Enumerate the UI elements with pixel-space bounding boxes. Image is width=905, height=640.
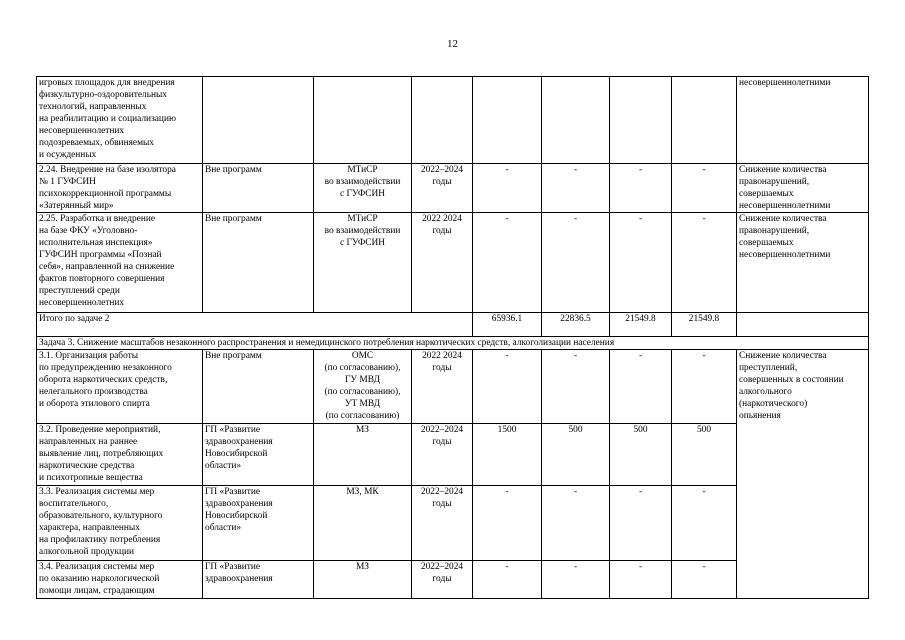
- value-cell: [473, 77, 542, 164]
- value-cell: -: [542, 561, 610, 599]
- value-cell: -: [610, 350, 672, 424]
- value-cell: -: [672, 350, 737, 424]
- value-cell: -: [672, 561, 737, 599]
- executor-cell: ОМС (по согласованию), ГУ МВД (по согласованию), УТ МВД (по согласованию): [314, 350, 412, 424]
- value-cell: -: [473, 213, 542, 313]
- value-cell: 1500: [473, 424, 542, 486]
- page-number: 12: [447, 38, 458, 50]
- value-cell: [672, 77, 737, 164]
- value-cell: 500: [672, 424, 737, 486]
- value-cell: -: [672, 164, 737, 213]
- program-cell: [203, 77, 314, 164]
- value-cell: 500: [610, 424, 672, 486]
- activity-cell: 3.4. Реализация системы мер по оказанию наркологической помощи лицам, страдающим: [37, 561, 203, 599]
- result-cell: несовершеннолетними: [737, 77, 869, 164]
- executor-cell: МТиСР во взаимодействии с ГУФСИН: [314, 213, 412, 313]
- value-cell: -: [610, 213, 672, 313]
- total-value: 21549.8: [672, 313, 737, 337]
- value-cell: -: [610, 561, 672, 599]
- period-cell: [412, 77, 473, 164]
- period-cell: 2022–2024 годы: [412, 486, 473, 561]
- activity-cell: игровых площадок для внедрения физкультурно-оздоровительных технологий, направленных на реабилитацию и социализацию несовершеннолетних подозреваемых, обвиняемых и осужденных: [37, 77, 203, 164]
- result-cell: Снижение количества преступлений, совершенных в состоянии алкогольного (наркотического) опьянения: [737, 350, 869, 599]
- executor-cell: МЗ: [314, 561, 412, 599]
- task-header: Задача 3. Снижение масштабов незаконного распространения и немедицинского потребления наркотических средств, алкоголизации населения: [37, 337, 869, 350]
- total-result: [737, 313, 869, 337]
- task-header-row: [37, 337, 869, 350]
- measures-table: [36, 76, 869, 599]
- table-row: [37, 213, 869, 313]
- value-cell: [542, 77, 610, 164]
- total-row: [37, 313, 869, 337]
- value-cell: -: [473, 561, 542, 599]
- program-cell: Вне программ: [203, 350, 314, 424]
- executor-cell: МЗ, МК: [314, 486, 412, 561]
- activity-cell: 3.2. Проведение мероприятий, направленных на раннее выявление лиц, потребляющих наркотические средства и психотропные вещества: [37, 424, 203, 486]
- value-cell: [610, 77, 672, 164]
- activity-cell: 3.3. Реализация системы мер воспитательного, образовательного, культурного характера, направленных на профилактику потребления алкогольной продукции: [37, 486, 203, 561]
- result-cell: Снижение количества правонарушений, совершаемых несовершеннолетними: [737, 164, 869, 213]
- total-value: 21549.8: [610, 313, 672, 337]
- executor-cell: МЗ: [314, 424, 412, 486]
- value-cell: -: [672, 213, 737, 313]
- value-cell: -: [542, 164, 610, 213]
- table-row: [37, 164, 869, 213]
- table-row: [37, 77, 869, 164]
- program-cell: Вне программ: [203, 164, 314, 213]
- value-cell: -: [610, 486, 672, 561]
- executor-cell: МТиСР во взаимодействии с ГУФСИН: [314, 164, 412, 213]
- activity-cell: 2.24. Внедрение на базе изолятора № 1 ГУФСИН психокоррекционной программы «Затерянный мир»: [37, 164, 203, 213]
- value-cell: -: [542, 350, 610, 424]
- period-cell: 2022–2024 годы: [412, 424, 473, 486]
- value-cell: -: [473, 350, 542, 424]
- value-cell: -: [473, 486, 542, 561]
- activity-cell: 3.1. Организация работы по предупреждению незаконного оборота наркотических средств, нелегального производства и оборота этилового спирта: [37, 350, 203, 424]
- executor-cell: [314, 77, 412, 164]
- period-cell: 2022 2024 годы: [412, 350, 473, 424]
- value-cell: -: [672, 486, 737, 561]
- activity-cell: 2.25. Разработка и внедрение на базе ФКУ «Уголовно- исполнительная инспекция» ГУФСИН программы «Познай себя», направленной на снижение фактов повторного совершения преступлений среди несовершеннолетних: [37, 213, 203, 313]
- value-cell: -: [542, 213, 610, 313]
- period-cell: 2022–2024 годы: [412, 164, 473, 213]
- total-label: Итого по задаче 2: [37, 313, 473, 337]
- value-cell: 500: [542, 424, 610, 486]
- value-cell: -: [542, 486, 610, 561]
- table-row: [37, 350, 869, 424]
- result-cell: Снижение количества правонарушений, совершаемых несовершеннолетними: [737, 213, 869, 313]
- value-cell: -: [473, 164, 542, 213]
- total-value: 65936.1: [473, 313, 542, 337]
- program-cell: Вне программ: [203, 213, 314, 313]
- period-cell: 2022 2024 годы: [412, 213, 473, 313]
- value-cell: -: [610, 164, 672, 213]
- program-cell: ГП «Развитие здравоохранения: [203, 561, 314, 599]
- program-cell: ГП «Развитие здравоохранения Новосибирской области»: [203, 424, 314, 486]
- program-cell: ГП «Развитие здравоохранения Новосибирской области»: [203, 486, 314, 561]
- period-cell: 2022–2024 годы: [412, 561, 473, 599]
- total-value: 22836.5: [542, 313, 610, 337]
